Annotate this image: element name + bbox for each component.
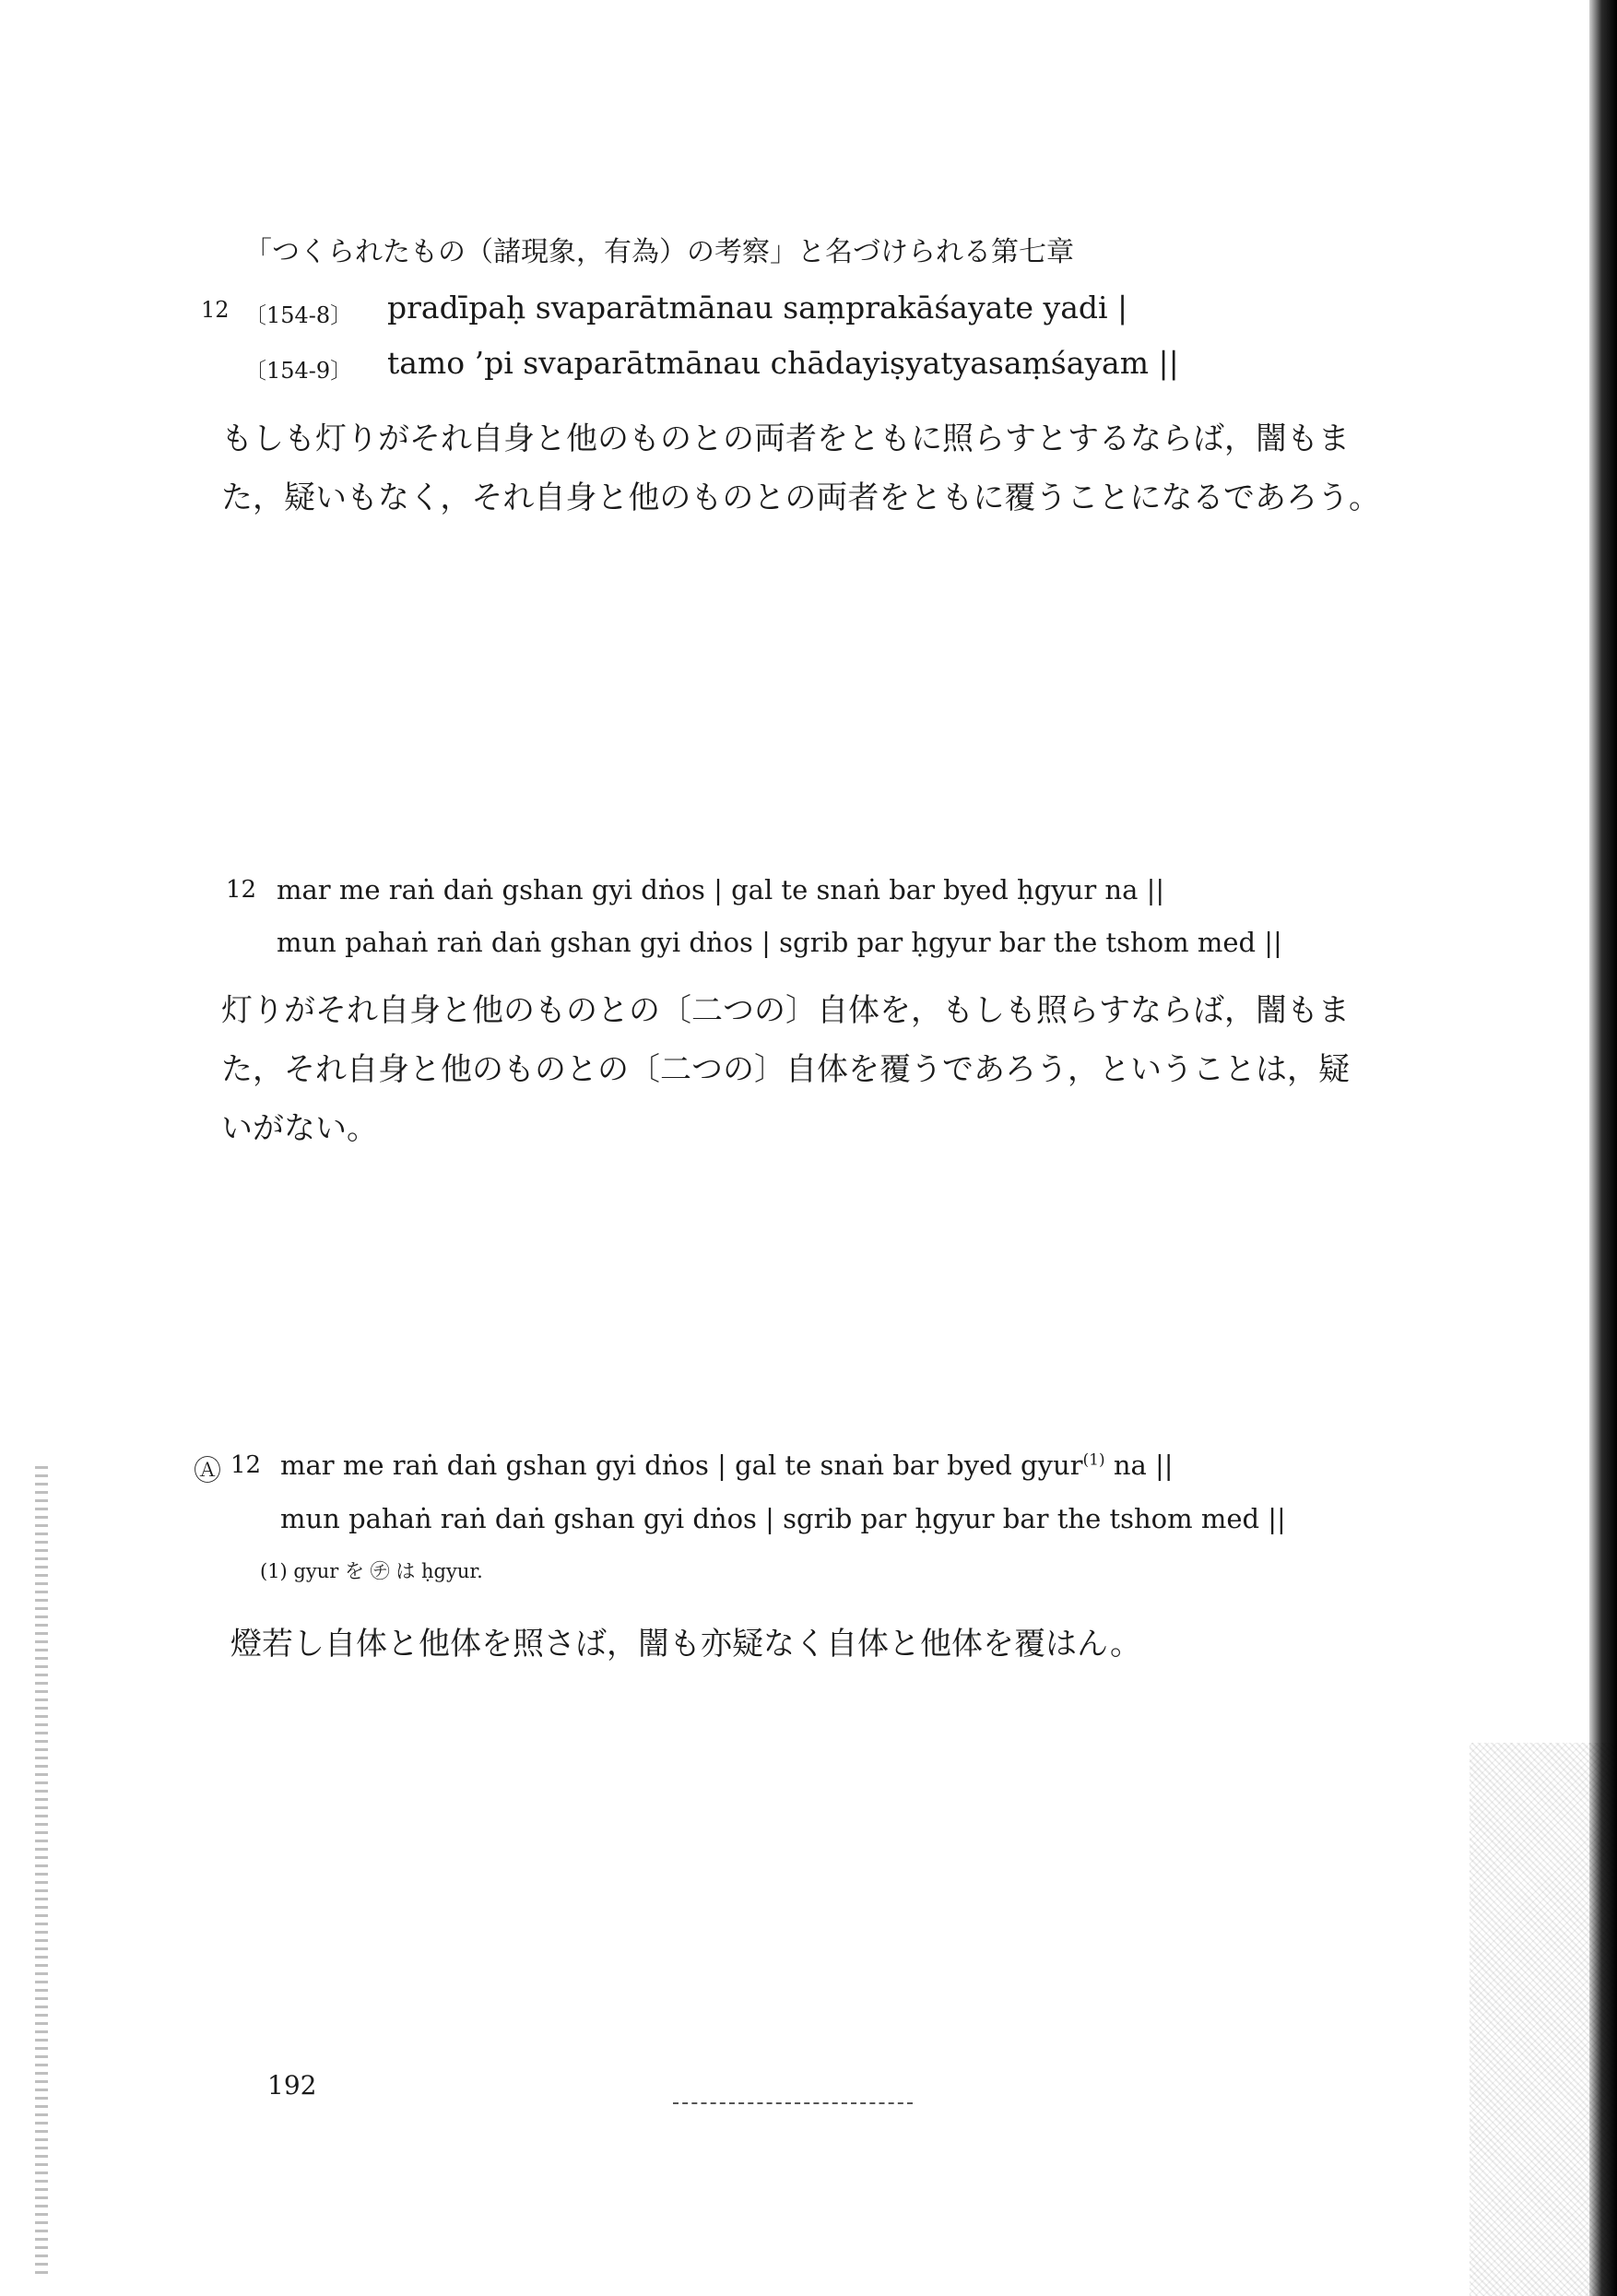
footer-rule xyxy=(673,2102,913,2104)
verse-reference: 〔154-8〕 xyxy=(244,302,353,328)
translation-line: いがない。 xyxy=(221,1110,378,1147)
footnote-ref: (1) xyxy=(1082,1450,1105,1470)
translation-line: た，それ自身と他のものとの〔二つの〕自体を覆うであろう，ということは，疑 xyxy=(221,1051,1350,1088)
translation-line: た，疑いもなく，それ自身と他のものとの両者をともに覆うことになるであろう。 xyxy=(221,479,1380,516)
scan-noise xyxy=(1469,1743,1617,2296)
translation-line: 灯りがそれ自身と他のものとの〔二つの〕自体を，もしも照らすならば，闇もま xyxy=(221,992,1350,1029)
scan-binding-marks xyxy=(35,1466,48,2278)
line-text: mar me raṅ daṅ gshan gyi dṅos | gal te snaṅ bar byed gyur xyxy=(280,1450,1083,1481)
tibetan-line: mar me raṅ daṅ gshan gyi dṅos | gal te snaṅ bar byed ḥgyur na || xyxy=(277,874,1165,905)
sanskrit-line: tamo ’pi svaparātmānau chādayiṣyatyasaṃśayam || xyxy=(387,345,1179,381)
verse-number: 12 xyxy=(201,297,230,323)
verse-reference: 〔154-9〕 xyxy=(244,358,353,384)
tibetan-line xyxy=(280,1450,1174,1481)
verse-number: 12 xyxy=(230,1451,262,1479)
tibetan-line: mun pahaṅ raṅ daṅ gshan gyi dṅos | sgrib par ḥgyur bar the tshom med || xyxy=(280,1503,1286,1534)
commentary-marker: Ⓐ xyxy=(194,1455,221,1487)
tibetan-line: mun pahaṅ raṅ daṅ gshan gyi dṅos | sgrib par ḥgyur bar the tshom med || xyxy=(277,927,1282,958)
chapter-title: 「つくられたもの（諸現象，有為）の考察」と名づけられる第七章 xyxy=(244,236,1074,268)
footnote: (1) gyur を ㋠ は ḥgyur. xyxy=(260,1560,483,1582)
akutobhaya-translation: 燈若し自体と他体を照さば，闇も亦疑なく自体と他体を覆はん。 xyxy=(230,1626,1142,1663)
translation-line: もしも灯りがそれ自身と他のものとの両者をともに照らすとするならば，闇もま xyxy=(221,420,1350,457)
page-number: 192 xyxy=(267,2070,317,2101)
sanskrit-line: pradīpaḥ svaparātmānau saṃprakāśayate yadi | xyxy=(387,290,1128,325)
line-text: na || xyxy=(1113,1450,1174,1481)
verse-number: 12 xyxy=(226,876,257,904)
